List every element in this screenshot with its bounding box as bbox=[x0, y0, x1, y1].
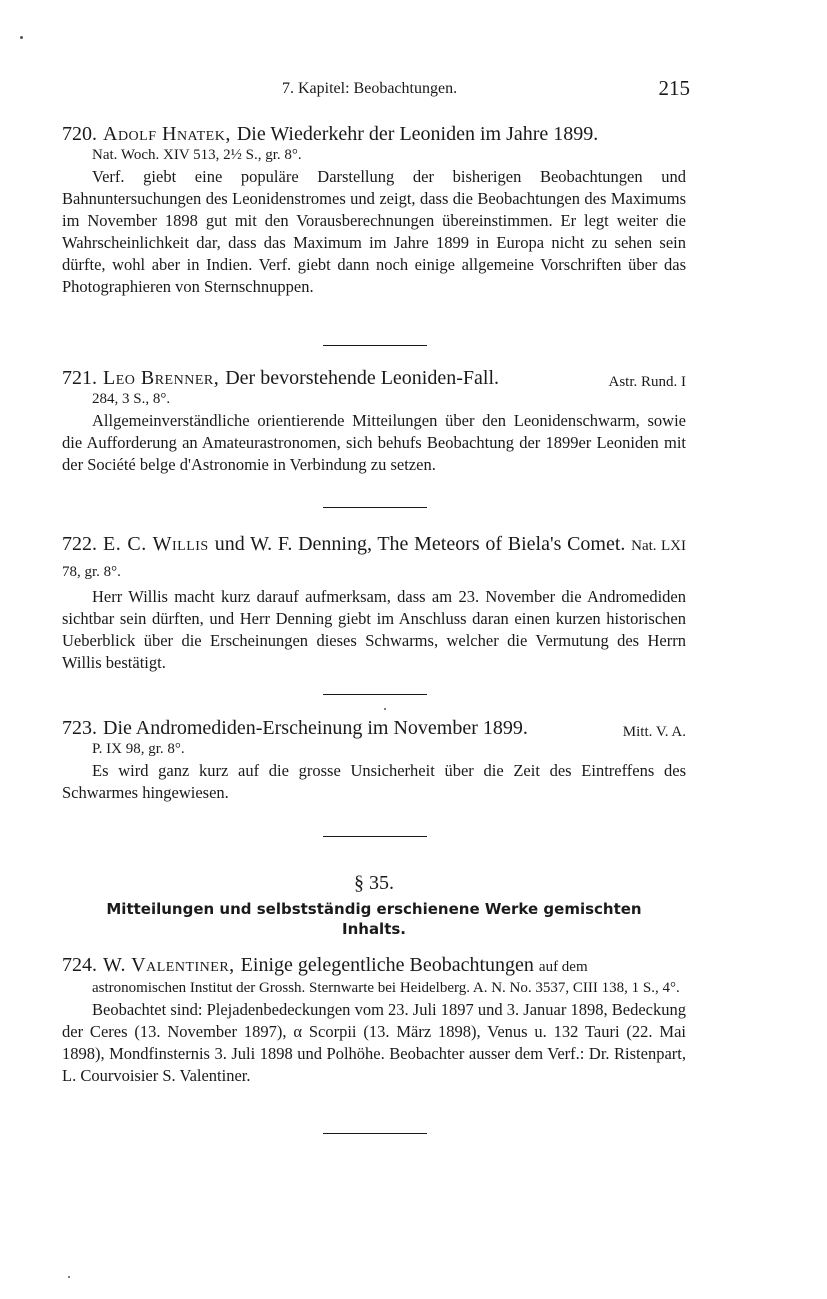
entry-citation: Nat. Woch. XIV 513, 2½ S., gr. 8°. bbox=[92, 147, 302, 163]
separator-rule bbox=[323, 345, 427, 346]
entry-citation-inline: Astr. Rund. I bbox=[608, 374, 686, 390]
entry-title: Einige gelegentliche Beobachtungen bbox=[240, 954, 534, 976]
running-title: 7. Kapitel: Beobachtungen. bbox=[282, 80, 458, 97]
entry-author: W. Valentiner, bbox=[103, 954, 235, 976]
entry-title: Die Andromediden-Erscheinung im November 1899. bbox=[103, 717, 528, 739]
entry-title: und W. F. Denning, The Meteors of Biela's Comet. bbox=[214, 533, 626, 555]
entry-number: 722. bbox=[62, 533, 97, 555]
entry-title: Der bevorstehende Leoniden-Fall. bbox=[225, 367, 500, 389]
entry-number: 720. bbox=[62, 123, 97, 145]
paper-speck bbox=[68, 1276, 70, 1278]
entry-721 bbox=[62, 366, 686, 476]
separator-rule bbox=[323, 1133, 427, 1134]
entry-heading bbox=[62, 953, 686, 979]
paper-speck bbox=[20, 36, 23, 39]
entry-abstract: Herr Willis macht kurz darauf aufmerksam, dass am 23. November die Andromediden sichtbar sein dürften, und Herr Denning giebt im Anschluss daran einen kurzen historischen Ueberblick über die Erscheinungen dieses Schwarms, welcher die Vermutung des Herrn Willis bestätigt. bbox=[62, 587, 686, 672]
entry-citation: astronomischen Institut der Grossh. Sternwarte bei Heidelberg. A. N. No. 3537, CIII 138, 1 S., 4°. bbox=[92, 980, 680, 996]
entry-title: Die Wiederkehr der Leoniden im Jahre 1899. bbox=[236, 123, 599, 145]
entry-722 bbox=[62, 532, 686, 674]
entry-abstract: Verf. giebt eine populäre Darstellung der bisherigen Beobachtungen und Bahnuntersuchungen des Leonidenstromes und zeigt, dass die Beobachtungen des Maximums im November 1898 gut mit den Vorausberechnungen übereinstimmen. Er legt weiter die Wahrscheinlichkeit dar, dass das Maximum im Jahre 1899 in Europa nicht zu sehen sein dürfte, wohl aber in Indien. Verf. giebt dann noch einige allgemeine Vorschriften über das Photographieren von Sternschnuppen. bbox=[62, 167, 686, 296]
page-header bbox=[62, 76, 690, 106]
entry-723 bbox=[62, 716, 686, 804]
section-number: § 35. bbox=[354, 872, 394, 894]
entry-citation-inline: Nat. LXI 78, gr. 8°. bbox=[62, 538, 686, 580]
separator-rule bbox=[323, 836, 427, 837]
paper-speck bbox=[384, 708, 386, 710]
entry-720 bbox=[62, 122, 686, 298]
entry-citation-inline: Mitt. V. A. bbox=[622, 724, 686, 740]
separator-rule bbox=[323, 694, 427, 695]
entry-abstract: Es wird ganz kurz auf die grosse Unsicherheit über die Zeit des Eintreffens des Schwarmes hingewiesen. bbox=[62, 761, 686, 802]
entry-citation-inline: auf dem bbox=[538, 959, 588, 975]
entry-heading bbox=[62, 532, 686, 584]
entry-number: 724. bbox=[62, 954, 97, 976]
entry-number: 721. bbox=[62, 367, 97, 389]
entry-number: 723. bbox=[62, 717, 97, 739]
entry-724 bbox=[62, 953, 686, 1087]
section-title: Mitteilungen und selbstständig erschienene Werke gemischten Inhalts. bbox=[106, 900, 642, 938]
entry-abstract: Allgemeinverständliche orientierende Mitteilungen über den Leonidenschwarm, sowie die Aufforderung an Amateurastronomen, sich behufs Beobachtung der 1899er Leoniden mit der Société belge d'Astronomie in Verbindung zu setzen. bbox=[62, 411, 686, 474]
entry-abstract: Beobachtet sind: Plejadenbedeckungen vom 23. Juli 1897 und 3. Januar 1898, Bedeckung der Ceres (13. November 1897), α Scorpii (13. März 1898), Venus u. 132 Tauri (22. Mai 1898), Mondfinsternis 3. Juli 1898 und Polhöhe. Beobachter ausser dem Verf.: Dr. Ristenpart, L. Courvoisier S. Valentiner. bbox=[62, 1000, 686, 1085]
entry-heading bbox=[62, 122, 686, 146]
entry-heading bbox=[62, 366, 686, 390]
entry-heading bbox=[62, 716, 686, 740]
entry-author: Leo Brenner, bbox=[103, 367, 220, 389]
entry-author: Adolf Hnatek, bbox=[103, 123, 231, 145]
entry-author: E. C. Willis bbox=[103, 533, 209, 555]
section-heading bbox=[62, 872, 686, 939]
page-number: 215 bbox=[658, 76, 690, 100]
entry-citation: 284, 3 S., 8°. bbox=[92, 391, 171, 407]
separator-rule bbox=[323, 507, 427, 508]
entry-citation: P. IX 98, gr. 8°. bbox=[92, 741, 185, 757]
